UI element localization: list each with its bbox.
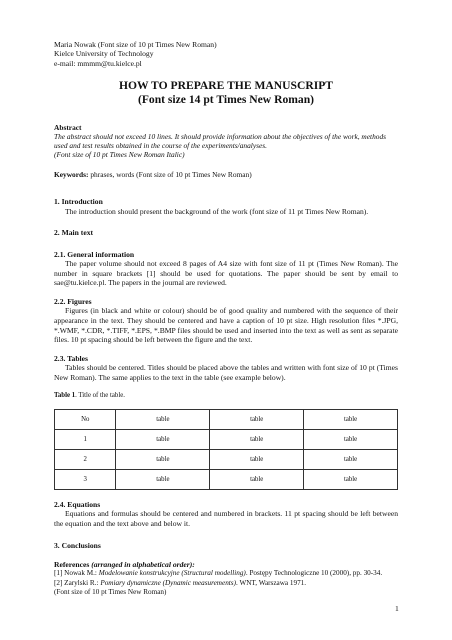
- table-cell: table: [210, 469, 304, 489]
- table-cell: No: [55, 409, 116, 429]
- title-line-2: (Font size 14 pt Times New Roman): [137, 93, 315, 107]
- keywords-label: Keywords:: [54, 170, 89, 180]
- keywords-text: phrases, words (Font size of 10 pt Times New Roman): [90, 170, 252, 180]
- table-row: [55, 449, 398, 469]
- table-cell: table: [210, 429, 304, 449]
- references-heading-note: (arranged in alphabetical order):: [91, 559, 195, 569]
- table-caption-label: Table 1: [54, 392, 76, 400]
- reference-item: [54, 579, 398, 588]
- table-caption: [54, 392, 398, 401]
- section-2-2-heading: 2.2. Figures: [54, 297, 92, 307]
- section-3-heading: 3. Conclusions: [54, 540, 101, 550]
- reference-2-source: . WNT, Warszawa 1971.: [235, 578, 307, 587]
- table-cell: table: [304, 449, 398, 469]
- author-email: e-mail: mmmm@tu.kielce.pl: [54, 58, 142, 68]
- reference-2-title: Pomiary dynamiczne (Dynamic measurements): [100, 578, 236, 587]
- page-number: 1: [395, 604, 399, 613]
- table-row: [55, 429, 398, 449]
- table-cell: table: [304, 429, 398, 449]
- references-heading-label: References: [54, 559, 90, 569]
- table-cell: table: [116, 449, 210, 469]
- section-2-4-text: Equations and formulas should be centered and numbered in brackets. 11 pt spacing should be left between the equation and the text above and below it.: [54, 509, 398, 528]
- abstract-heading: Abstract: [54, 122, 82, 132]
- section-2-1-heading: 2.1. General information: [54, 249, 135, 259]
- table-cell: 3: [55, 469, 116, 489]
- abstract-font-note: (Font size of 10 pt Times New Roman Italic): [54, 150, 185, 160]
- table-cell: table: [304, 409, 398, 429]
- abstract-text: [54, 132, 398, 160]
- paper-title: [54, 79, 398, 107]
- references-heading: [54, 560, 398, 569]
- section-1-text: The introduction should present the background of the work (font size of 11 pt Times New Roman).: [65, 206, 369, 216]
- reference-1-title: Modelowanie konstrukcyjne (Structural modelling): [98, 569, 246, 578]
- section-2-4-heading: 2.4. Equations: [54, 499, 101, 509]
- author-block: [54, 40, 398, 68]
- table-row: [55, 469, 398, 489]
- author-affiliation: Kielce University of Technology: [54, 49, 154, 59]
- table-row: [55, 409, 398, 429]
- section-2-3-text: Tables should be centered. Titles should be placed above the tables and written with font size of 10 pt (Times New Roman). The same applies to the text in the table (see example below).: [54, 363, 398, 382]
- data-table: [54, 409, 398, 490]
- table-cell: table: [210, 449, 304, 469]
- section-1-heading: 1. Introduction: [54, 197, 103, 207]
- table-caption-text: . Title of the table.: [75, 392, 125, 400]
- reference-2-author: [2] Zarylski R.:: [54, 578, 101, 587]
- table-cell: table: [116, 429, 210, 449]
- section-2-3-heading: 2.3. Tables: [54, 353, 88, 363]
- table-cell: table: [116, 469, 210, 489]
- section-2-2-text: Figures (in black and white or colour) should be of good quality and numbered with the sequence of their appearance in the text. They should be centered and have a caption of 10 pt size. High resolution files *.JPG, *.WMF, *.CDR, *.TIFF, *.EPS, *.BMP files should be used and inserted into the text as well as sent as separate files. 10 pt spacing should be left between the figure and the text.: [54, 306, 398, 345]
- table-cell: table: [116, 409, 210, 429]
- keywords-line: [54, 170, 398, 179]
- abstract-body: The abstract should not exceed 10 lines. It should provide information about the objectives of the work, methods used and test results obtained in the course of the experiments/analyses.: [54, 131, 387, 151]
- table-cell: table: [304, 469, 398, 489]
- section-2-heading: 2. Main text: [54, 228, 94, 238]
- table-cell: table: [210, 409, 304, 429]
- table-cell: 2: [55, 449, 116, 469]
- reference-1-author: [1] Nowak M.:: [54, 569, 99, 578]
- reference-1-source: . Postępy Technologiczne 10 (2000), pp. 30-34.: [245, 569, 383, 578]
- table-cell: 1: [55, 429, 116, 449]
- title-line-1: HOW TO PREPARE THE MANUSCRIPT: [118, 79, 334, 93]
- section-2-1-text: The paper volume should not exceed 8 pages of A4 size with font size of 11 pt (Times New Roman). The number in square brackets [1] should be used for quotations. The paper should be sent by email to sae@tu.kielce.pl. The papers in the journal are reviewed.: [54, 259, 398, 288]
- reference-item: [54, 569, 398, 578]
- references-font-note: (Font size of 10 pt Times New Roman): [54, 587, 167, 596]
- author-name: Maria Nowak (Font size of 10 pt Times New Roman): [54, 40, 217, 49]
